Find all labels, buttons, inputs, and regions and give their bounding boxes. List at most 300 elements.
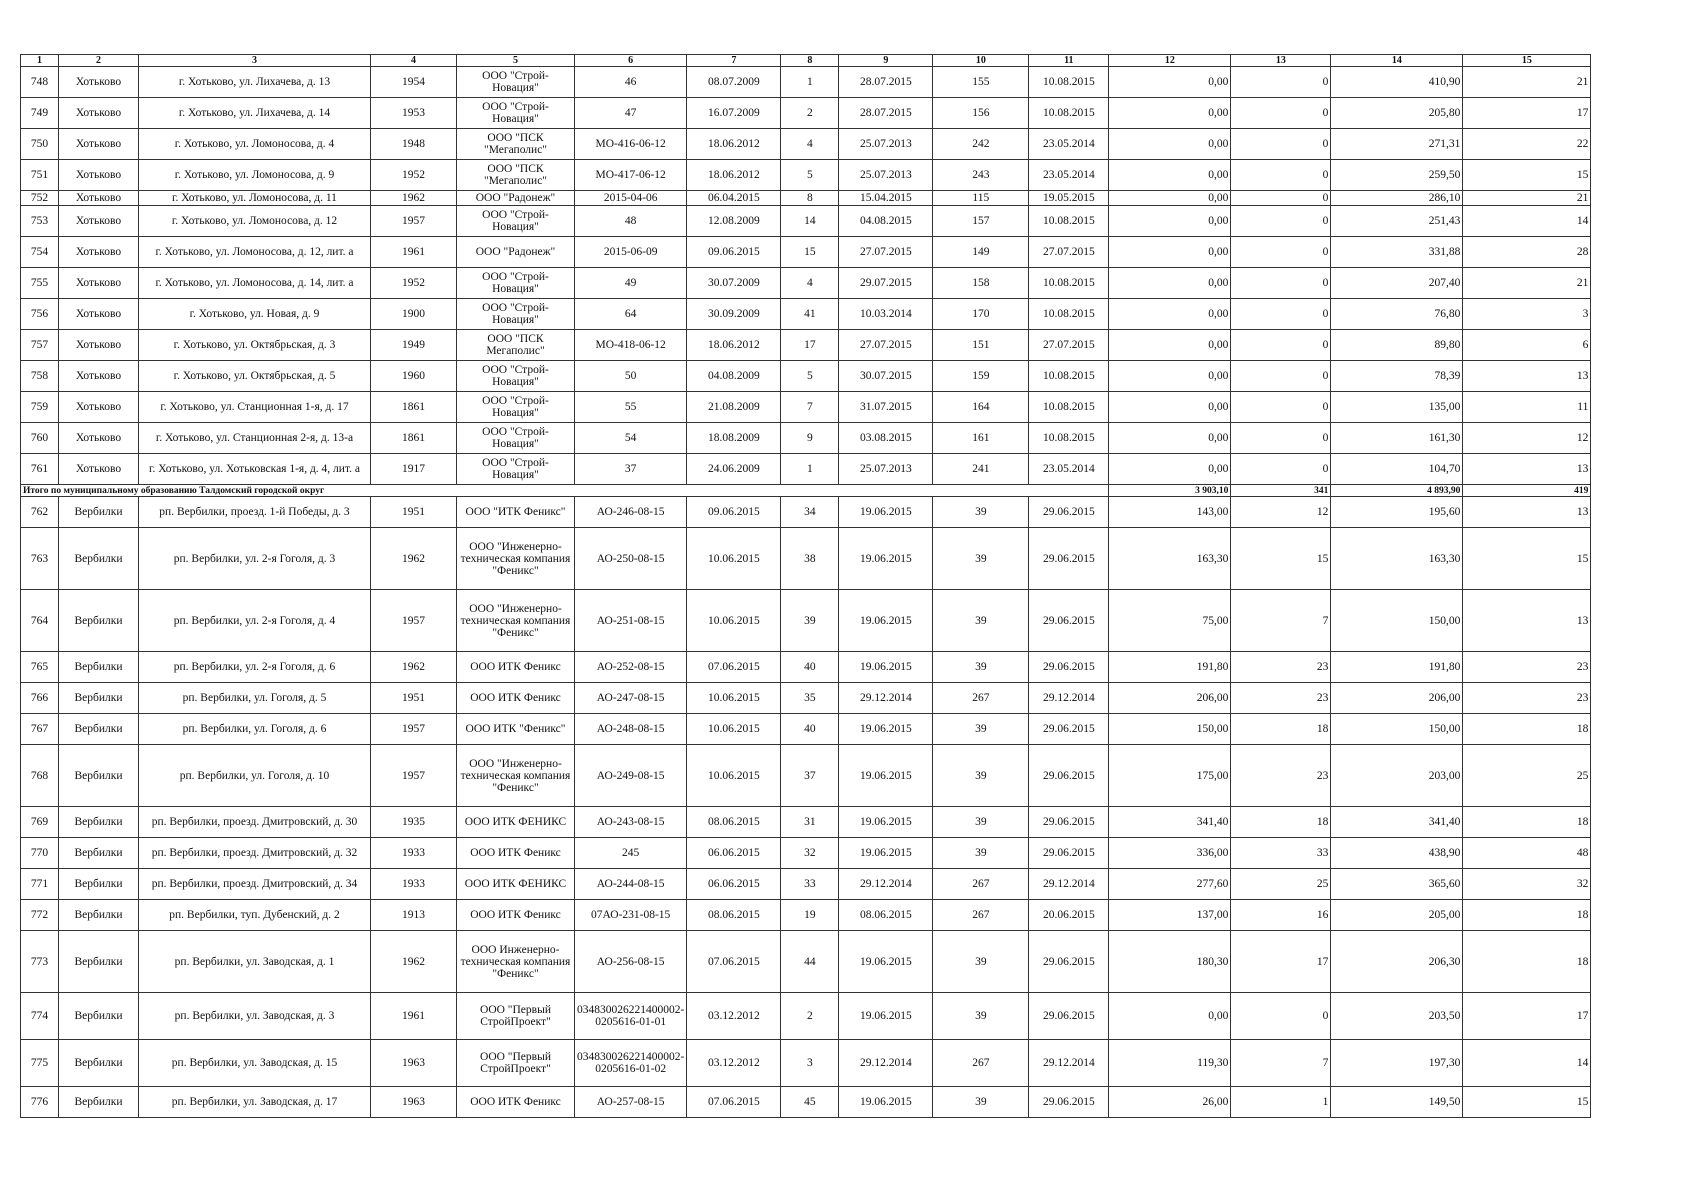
cell-row-number: 758 <box>21 361 59 392</box>
cell-settlement: Вербилки <box>59 528 139 590</box>
cell-act-date: 10.03.2014 <box>839 299 933 330</box>
cell-value-col13: 23 <box>1231 652 1331 683</box>
cell-value-col13: 0 <box>1231 237 1331 268</box>
cell-value-col14: 150,00 <box>1331 714 1463 745</box>
cell-settlement: Вербилки <box>59 1040 139 1087</box>
cell-contract-date: 10.06.2015 <box>687 590 781 652</box>
cell-value-col14: 203,00 <box>1331 745 1463 807</box>
cell-year-built: 1962 <box>371 528 457 590</box>
cell-value-col13: 16 <box>1231 900 1331 931</box>
cell-row-number: 755 <box>21 268 59 299</box>
cell-contract-date: 06.06.2015 <box>687 838 781 869</box>
cell-act-date: 27.07.2015 <box>839 330 933 361</box>
cell-settlement: Хотьково <box>59 206 139 237</box>
cell-contract-number: МО-416-06-12 <box>575 129 687 160</box>
cell-year-built: 1917 <box>371 454 457 485</box>
column-header-6: 6 <box>575 55 687 67</box>
table-row <box>21 268 1591 299</box>
cell-year-built: 1948 <box>371 129 457 160</box>
cell-contract-number: АО-257-08-15 <box>575 1087 687 1118</box>
cell-item-number: 1 <box>781 67 839 98</box>
cell-value-col15: 23 <box>1463 652 1591 683</box>
cell-value-col12: 277,60 <box>1109 869 1231 900</box>
cell-completion-date: 29.06.2015 <box>1029 652 1109 683</box>
cell-value-col12: 0,00 <box>1109 237 1231 268</box>
cell-value-col13: 33 <box>1231 838 1331 869</box>
total-label: Итого по муниципальному образованию Талдомский городской округ <box>21 485 1109 497</box>
cell-completion-date: 10.08.2015 <box>1029 392 1109 423</box>
cell-item-number: 19 <box>781 900 839 931</box>
cell-value-col13: 0 <box>1231 392 1331 423</box>
cell-act-number: 39 <box>933 993 1029 1040</box>
cell-row-number: 774 <box>21 993 59 1040</box>
cell-value-col13: 25 <box>1231 869 1331 900</box>
cell-value-col13: 7 <box>1231 590 1331 652</box>
cell-address: рп. Вербилки, проезд. 1-й Победы, д. 3 <box>139 497 371 528</box>
cell-address: рп. Вербилки, ул. 2-я Гоголя, д. 3 <box>139 528 371 590</box>
cell-settlement: Вербилки <box>59 652 139 683</box>
cell-address: рп. Вербилки, проезд. Дмитровский, д. 32 <box>139 838 371 869</box>
cell-value-col12: 0,00 <box>1109 98 1231 129</box>
cell-act-number: 39 <box>933 497 1029 528</box>
cell-row-number: 761 <box>21 454 59 485</box>
table-row <box>21 838 1591 869</box>
cell-item-number: 45 <box>781 1087 839 1118</box>
cell-contract-number: 37 <box>575 454 687 485</box>
cell-completion-date: 10.08.2015 <box>1029 67 1109 98</box>
cell-item-number: 35 <box>781 683 839 714</box>
column-header-7: 7 <box>687 55 781 67</box>
cell-item-number: 40 <box>781 652 839 683</box>
cell-settlement: Вербилки <box>59 590 139 652</box>
cell-settlement: Вербилки <box>59 497 139 528</box>
table-row <box>21 237 1591 268</box>
cell-contract-number: АО-252-08-15 <box>575 652 687 683</box>
cell-completion-date: 29.06.2015 <box>1029 528 1109 590</box>
cell-address: рп. Вербилки, ул. Заводская, д. 17 <box>139 1087 371 1118</box>
cell-value-col12: 180,30 <box>1109 931 1231 993</box>
cell-value-col14: 191,80 <box>1331 652 1463 683</box>
column-header-13: 13 <box>1231 55 1331 67</box>
cell-contractor: ООО "Строй-Новация" <box>457 299 575 330</box>
cell-act-number: 39 <box>933 931 1029 993</box>
cell-value-col14: 203,50 <box>1331 993 1463 1040</box>
cell-item-number: 31 <box>781 807 839 838</box>
cell-item-number: 32 <box>781 838 839 869</box>
cell-value-col14: 341,40 <box>1331 807 1463 838</box>
cell-act-date: 19.06.2015 <box>839 528 933 590</box>
cell-act-number: 39 <box>933 528 1029 590</box>
cell-act-date: 30.07.2015 <box>839 361 933 392</box>
cell-settlement: Хотьково <box>59 191 139 206</box>
cell-value-col13: 0 <box>1231 160 1331 191</box>
cell-settlement: Хотьково <box>59 67 139 98</box>
cell-act-date: 19.06.2015 <box>839 497 933 528</box>
cell-value-col12: 0,00 <box>1109 993 1231 1040</box>
cell-item-number: 44 <box>781 931 839 993</box>
cell-act-number: 267 <box>933 900 1029 931</box>
cell-value-col14: 365,60 <box>1331 869 1463 900</box>
cell-act-date: 19.06.2015 <box>839 714 933 745</box>
column-header-11: 11 <box>1029 55 1109 67</box>
table-row <box>21 454 1591 485</box>
cell-contract-number: 48 <box>575 206 687 237</box>
cell-row-number: 763 <box>21 528 59 590</box>
cell-contract-date: 18.06.2012 <box>687 160 781 191</box>
register-sheet <box>20 54 1591 1118</box>
cell-item-number: 39 <box>781 590 839 652</box>
cell-value-col13: 23 <box>1231 683 1331 714</box>
cell-value-col14: 89,80 <box>1331 330 1463 361</box>
cell-settlement: Вербилки <box>59 838 139 869</box>
cell-act-date: 19.06.2015 <box>839 993 933 1040</box>
cell-item-number: 2 <box>781 993 839 1040</box>
cell-settlement: Вербилки <box>59 683 139 714</box>
cell-value-col12: 143,00 <box>1109 497 1231 528</box>
verbilki-rows <box>21 497 1591 1118</box>
cell-value-col15: 21 <box>1463 67 1591 98</box>
cell-value-col13: 15 <box>1231 528 1331 590</box>
table-row <box>21 993 1591 1040</box>
cell-act-date: 25.07.2013 <box>839 454 933 485</box>
cell-value-col15: 17 <box>1463 993 1591 1040</box>
cell-settlement: Хотьково <box>59 160 139 191</box>
cell-settlement: Вербилки <box>59 807 139 838</box>
table-row <box>21 67 1591 98</box>
cell-value-col15: 13 <box>1463 454 1591 485</box>
cell-act-number: 159 <box>933 361 1029 392</box>
cell-act-date: 29.12.2014 <box>839 1040 933 1087</box>
cell-value-col13: 0 <box>1231 423 1331 454</box>
cell-row-number: 748 <box>21 67 59 98</box>
cell-address: рп. Вербилки, ул. Гоголя, д. 5 <box>139 683 371 714</box>
cell-act-number: 267 <box>933 869 1029 900</box>
cell-value-col12: 137,00 <box>1109 900 1231 931</box>
table-row <box>21 361 1591 392</box>
cell-contract-date: 18.06.2012 <box>687 129 781 160</box>
cell-settlement: Вербилки <box>59 869 139 900</box>
table-row <box>21 392 1591 423</box>
cell-year-built: 1952 <box>371 268 457 299</box>
cell-address: г. Хотьково, ул. Ломоносова, д. 9 <box>139 160 371 191</box>
cell-completion-date: 29.12.2014 <box>1029 683 1109 714</box>
cell-completion-date: 29.06.2015 <box>1029 993 1109 1040</box>
cell-completion-date: 29.06.2015 <box>1029 745 1109 807</box>
cell-contract-date: 10.06.2015 <box>687 528 781 590</box>
total-col12: 3 903,10 <box>1109 485 1231 497</box>
cell-settlement: Хотьково <box>59 454 139 485</box>
cell-value-col15: 15 <box>1463 1087 1591 1118</box>
column-header-8: 8 <box>781 55 839 67</box>
cell-row-number: 762 <box>21 497 59 528</box>
cell-contract-date: 06.04.2015 <box>687 191 781 206</box>
total-row <box>21 485 1591 497</box>
cell-item-number: 5 <box>781 361 839 392</box>
total-section <box>21 485 1591 497</box>
cell-act-date: 25.07.2013 <box>839 129 933 160</box>
cell-year-built: 1957 <box>371 206 457 237</box>
cell-act-date: 19.06.2015 <box>839 838 933 869</box>
cell-value-col14: 205,00 <box>1331 900 1463 931</box>
cell-act-number: 242 <box>933 129 1029 160</box>
cell-contractor: ООО "Строй-Новация" <box>457 454 575 485</box>
cell-item-number: 15 <box>781 237 839 268</box>
cell-item-number: 38 <box>781 528 839 590</box>
cell-value-col12: 26,00 <box>1109 1087 1231 1118</box>
cell-value-col12: 0,00 <box>1109 299 1231 330</box>
cell-year-built: 1951 <box>371 683 457 714</box>
cell-value-col12: 75,00 <box>1109 590 1231 652</box>
cell-settlement: Хотьково <box>59 299 139 330</box>
cell-contractor: ООО "Инженерно-техническая компания "Феникс" <box>457 745 575 807</box>
cell-contract-date: 03.12.2012 <box>687 1040 781 1087</box>
cell-completion-date: 29.06.2015 <box>1029 497 1109 528</box>
cell-row-number: 769 <box>21 807 59 838</box>
cell-row-number: 768 <box>21 745 59 807</box>
cell-value-col13: 0 <box>1231 993 1331 1040</box>
cell-item-number: 4 <box>781 268 839 299</box>
cell-value-col14: 206,30 <box>1331 931 1463 993</box>
cell-value-col12: 0,00 <box>1109 268 1231 299</box>
cell-address: рп. Вербилки, проезд. Дмитровский, д. 30 <box>139 807 371 838</box>
cell-year-built: 1957 <box>371 590 457 652</box>
column-header-4: 4 <box>371 55 457 67</box>
cell-act-date: 15.04.2015 <box>839 191 933 206</box>
cell-act-number: 39 <box>933 745 1029 807</box>
cell-item-number: 4 <box>781 129 839 160</box>
cell-value-col12: 191,80 <box>1109 652 1231 683</box>
column-header-12: 12 <box>1109 55 1231 67</box>
cell-contract-number: 2015-04-06 <box>575 191 687 206</box>
cell-value-col15: 15 <box>1463 160 1591 191</box>
cell-contractor: ООО "Строй-Новация" <box>457 268 575 299</box>
cell-settlement: Хотьково <box>59 129 139 160</box>
cell-contract-date: 03.12.2012 <box>687 993 781 1040</box>
cell-contract-number: 46 <box>575 67 687 98</box>
cell-row-number: 754 <box>21 237 59 268</box>
cell-address: г. Хотьково, ул. Октябрьская, д. 3 <box>139 330 371 361</box>
column-number-row <box>21 55 1591 67</box>
cell-address: рп. Вербилки, ул. Заводская, д. 15 <box>139 1040 371 1087</box>
total-col14: 4 893,90 <box>1331 485 1463 497</box>
cell-act-number: 161 <box>933 423 1029 454</box>
cell-year-built: 1949 <box>371 330 457 361</box>
cell-settlement: Хотьково <box>59 237 139 268</box>
cell-value-col15: 13 <box>1463 497 1591 528</box>
cell-contract-number: АО-244-08-15 <box>575 869 687 900</box>
cell-value-col12: 0,00 <box>1109 160 1231 191</box>
cell-value-col14: 206,00 <box>1331 683 1463 714</box>
cell-row-number: 764 <box>21 590 59 652</box>
cell-value-col14: 161,30 <box>1331 423 1463 454</box>
cell-contract-number: АО-247-08-15 <box>575 683 687 714</box>
cell-value-col15: 13 <box>1463 590 1591 652</box>
cell-completion-date: 23.05.2014 <box>1029 160 1109 191</box>
cell-completion-date: 27.07.2015 <box>1029 237 1109 268</box>
cell-contract-number: 50 <box>575 361 687 392</box>
table-row <box>21 98 1591 129</box>
cell-value-col14: 438,90 <box>1331 838 1463 869</box>
cell-value-col12: 0,00 <box>1109 423 1231 454</box>
cell-settlement: Вербилки <box>59 993 139 1040</box>
cell-settlement: Хотьково <box>59 423 139 454</box>
cell-address: рп. Вербилки, ул. Заводская, д. 1 <box>139 931 371 993</box>
cell-completion-date: 29.12.2014 <box>1029 869 1109 900</box>
cell-act-number: 241 <box>933 454 1029 485</box>
cell-contract-number: АО-250-08-15 <box>575 528 687 590</box>
cell-contract-date: 16.07.2009 <box>687 98 781 129</box>
cell-value-col15: 21 <box>1463 191 1591 206</box>
cell-row-number: 771 <box>21 869 59 900</box>
cell-row-number: 775 <box>21 1040 59 1087</box>
cell-value-col12: 119,30 <box>1109 1040 1231 1087</box>
cell-item-number: 2 <box>781 98 839 129</box>
cell-value-col13: 7 <box>1231 1040 1331 1087</box>
cell-contract-date: 08.06.2015 <box>687 807 781 838</box>
cell-row-number: 770 <box>21 838 59 869</box>
cell-year-built: 1962 <box>371 931 457 993</box>
cell-contract-number: 034830026221400002-0205616-01-02 <box>575 1040 687 1087</box>
cell-settlement: Хотьково <box>59 330 139 361</box>
cell-value-col14: 149,50 <box>1331 1087 1463 1118</box>
cell-contractor: ООО "Строй-Новация" <box>457 67 575 98</box>
table-row <box>21 191 1591 206</box>
cell-contract-number: 2015-06-09 <box>575 237 687 268</box>
cell-contract-number: МО-417-06-12 <box>575 160 687 191</box>
cell-row-number: 753 <box>21 206 59 237</box>
cell-contract-date: 09.06.2015 <box>687 497 781 528</box>
cell-contractor: ООО "ПСК "Мегаполис" <box>457 160 575 191</box>
cell-value-col15: 14 <box>1463 1040 1591 1087</box>
cell-value-col15: 15 <box>1463 528 1591 590</box>
cell-year-built: 1951 <box>371 497 457 528</box>
cell-contract-number: 034830026221400002-0205616-01-01 <box>575 993 687 1040</box>
cell-contract-date: 08.06.2015 <box>687 900 781 931</box>
cell-act-date: 03.08.2015 <box>839 423 933 454</box>
cell-contractor: ООО ИТК Феникс <box>457 683 575 714</box>
cell-value-col13: 0 <box>1231 98 1331 129</box>
cell-value-col14: 163,30 <box>1331 528 1463 590</box>
cell-value-col13: 18 <box>1231 714 1331 745</box>
cell-year-built: 1957 <box>371 745 457 807</box>
cell-address: г. Хотьково, ул. Ломоносова, д. 4 <box>139 129 371 160</box>
cell-contractor: ООО "Первый СтройПроект" <box>457 1040 575 1087</box>
table-row <box>21 528 1591 590</box>
cell-value-col12: 163,30 <box>1109 528 1231 590</box>
table-row <box>21 869 1591 900</box>
cell-year-built: 1962 <box>371 191 457 206</box>
cell-contract-number: 47 <box>575 98 687 129</box>
cell-completion-date: 10.08.2015 <box>1029 299 1109 330</box>
cell-value-col13: 0 <box>1231 191 1331 206</box>
cell-value-col14: 286,10 <box>1331 191 1463 206</box>
cell-item-number: 7 <box>781 392 839 423</box>
cell-completion-date: 10.08.2015 <box>1029 361 1109 392</box>
cell-contract-number: 64 <box>575 299 687 330</box>
cell-value-col12: 0,00 <box>1109 361 1231 392</box>
cell-settlement: Вербилки <box>59 745 139 807</box>
cell-address: г. Хотьково, ул. Хотьковская 1-я, д. 4, лит. а <box>139 454 371 485</box>
cell-value-col13: 0 <box>1231 67 1331 98</box>
cell-value-col15: 18 <box>1463 714 1591 745</box>
cell-contractor: ООО "Инженерно-техническая компания "Феникс" <box>457 590 575 652</box>
cell-act-date: 19.06.2015 <box>839 590 933 652</box>
cell-contractor: ООО "Радонеж" <box>457 237 575 268</box>
cell-value-col14: 197,30 <box>1331 1040 1463 1087</box>
table-row <box>21 714 1591 745</box>
cell-value-col14: 78,39 <box>1331 361 1463 392</box>
cell-value-col13: 0 <box>1231 268 1331 299</box>
table-row <box>21 683 1591 714</box>
cell-value-col15: 17 <box>1463 98 1591 129</box>
cell-address: рп. Вербилки, ул. Гоголя, д. 6 <box>139 714 371 745</box>
cell-value-col12: 0,00 <box>1109 67 1231 98</box>
cell-value-col13: 0 <box>1231 361 1331 392</box>
cell-address: г. Хотьково, ул. Новая, д. 9 <box>139 299 371 330</box>
cell-contract-date: 12.08.2009 <box>687 206 781 237</box>
cell-address: рп. Вербилки, ул. Заводская, д. 3 <box>139 993 371 1040</box>
cell-completion-date: 10.08.2015 <box>1029 98 1109 129</box>
table-row <box>21 160 1591 191</box>
cell-address: г. Хотьково, ул. Ломоносова, д. 12 <box>139 206 371 237</box>
table-row <box>21 299 1591 330</box>
cell-settlement: Хотьково <box>59 392 139 423</box>
cell-contract-date: 30.09.2009 <box>687 299 781 330</box>
cell-value-col15: 14 <box>1463 206 1591 237</box>
cell-contract-date: 21.08.2009 <box>687 392 781 423</box>
cell-act-number: 267 <box>933 683 1029 714</box>
cell-act-number: 151 <box>933 330 1029 361</box>
cell-act-number: 155 <box>933 67 1029 98</box>
cell-value-col12: 0,00 <box>1109 454 1231 485</box>
cell-act-date: 29.12.2014 <box>839 869 933 900</box>
cell-year-built: 1963 <box>371 1040 457 1087</box>
cell-address: г. Хотьково, ул. Лихачева, д. 13 <box>139 67 371 98</box>
table-row <box>21 900 1591 931</box>
cell-year-built: 1963 <box>371 1087 457 1118</box>
cell-value-col12: 0,00 <box>1109 330 1231 361</box>
cell-contract-date: 10.06.2015 <box>687 714 781 745</box>
cell-year-built: 1961 <box>371 993 457 1040</box>
cell-completion-date: 29.06.2015 <box>1029 931 1109 993</box>
cell-value-col13: 1 <box>1231 1087 1331 1118</box>
cell-act-number: 149 <box>933 237 1029 268</box>
cell-value-col12: 0,00 <box>1109 392 1231 423</box>
cell-value-col13: 0 <box>1231 129 1331 160</box>
column-header-15: 15 <box>1463 55 1591 67</box>
cell-completion-date: 29.06.2015 <box>1029 838 1109 869</box>
cell-address: г. Хотьково, ул. Лихачева, д. 14 <box>139 98 371 129</box>
cell-row-number: 776 <box>21 1087 59 1118</box>
cell-value-col15: 12 <box>1463 423 1591 454</box>
cell-row-number: 772 <box>21 900 59 931</box>
cell-act-date: 28.07.2015 <box>839 67 933 98</box>
cell-completion-date: 19.05.2015 <box>1029 191 1109 206</box>
cell-contract-date: 18.06.2012 <box>687 330 781 361</box>
cell-value-col13: 17 <box>1231 931 1331 993</box>
cell-item-number: 37 <box>781 745 839 807</box>
total-col15: 419 <box>1463 485 1591 497</box>
cell-settlement: Хотьково <box>59 268 139 299</box>
cell-value-col15: 32 <box>1463 869 1591 900</box>
cell-contract-number: 55 <box>575 392 687 423</box>
cell-contractor: ООО ИТК ФЕНИКС <box>457 869 575 900</box>
cell-act-number: 39 <box>933 590 1029 652</box>
cell-value-col13: 0 <box>1231 454 1331 485</box>
cell-value-col13: 0 <box>1231 206 1331 237</box>
cell-completion-date: 29.12.2014 <box>1029 1040 1109 1087</box>
cell-completion-date: 10.08.2015 <box>1029 423 1109 454</box>
